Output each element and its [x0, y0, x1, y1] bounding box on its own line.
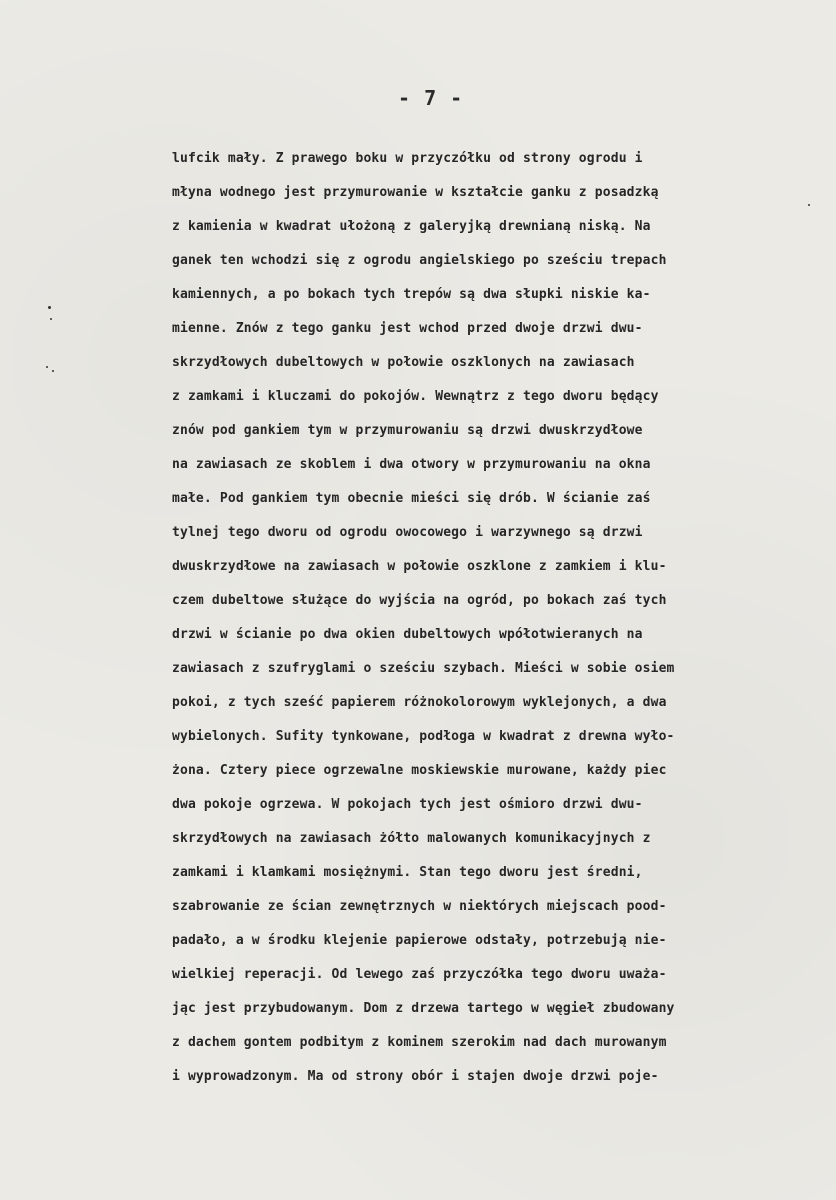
paper-speck	[52, 370, 54, 372]
text-line: ganek ten wchodzi się z ogrodu angielskiego po sześciu trepach	[172, 253, 667, 268]
page-number: - 7 -	[398, 86, 464, 110]
text-line: żona. Cztery piece ogrzewalne moskiewskie murowane, każdy piec	[172, 763, 667, 778]
document-body	[172, 142, 822, 1094]
text-line: zawiasach z szufryglami o sześciu szybach. Mieści w sobie osiem	[172, 661, 675, 676]
text-line: znów pod gankiem tym w przymurowaniu są drzwi dwuskrzydłowe	[172, 423, 643, 438]
text-line: jąc jest przybudowanym. Dom z drzewa tartego w węgieł zbudowany	[172, 1001, 675, 1016]
text-line: kamiennych, a po bokach tych trepów są dwa słupki niskie ka-	[172, 287, 651, 302]
text-line: wybielonych. Sufity tynkowane, podłoga w kwadrat z drewna wyło-	[172, 729, 675, 744]
text-line: drzwi w ścianie po dwa okien dubeltowych wpółotwieranych na	[172, 627, 643, 642]
text-line: skrzydłowych na zawiasach żółto malowanych komunikacyjnych z	[172, 831, 651, 846]
text-line: dwuskrzydłowe na zawiasach w połowie oszklone z zamkiem i klu-	[172, 559, 667, 574]
paper-speck	[48, 306, 51, 309]
paper-speck	[46, 366, 48, 368]
text-line: pokoi, z tych sześć papierem różnokolorowym wyklejonych, a dwa	[172, 695, 667, 710]
text-line: i wyprowadzonym. Ma od strony obór i stajen dwoje drzwi poje-	[172, 1069, 659, 1084]
text-line: czem dubeltowe służące do wyjścia na ogród, po bokach zaś tych	[172, 593, 667, 608]
text-line: z kamienia w kwadrat ułożoną z galeryjką drewnianą niską. Na	[172, 219, 651, 234]
text-line: zamkami i klamkami mosiężnymi. Stan tego dworu jest średni,	[172, 865, 643, 880]
paper-speck	[50, 318, 52, 320]
text-line: z zamkami i kluczami do pokojów. Wewnątrz z tego dworu będący	[172, 389, 659, 404]
text-line: małe. Pod gankiem tym obecnie mieści się drób. W ścianie zaś	[172, 491, 651, 506]
text-line: z dachem gontem podbitym z kominem szerokim nad dach murowanym	[172, 1035, 667, 1050]
text-line: padało, a w środku klejenie papierowe odstały, potrzebują nie-	[172, 933, 667, 948]
text-line: skrzydłowych dubeltowych w połowie oszklonych na zawiasach	[172, 355, 635, 370]
text-line: tylnej tego dworu od ogrodu owocowego i warzywnego są drzwi	[172, 525, 643, 540]
text-line: dwa pokoje ogrzewa. W pokojach tych jest ośmioro drzwi dwu-	[172, 797, 643, 812]
text-line: na zawiasach ze skoblem i dwa otwory w przymurowaniu na okna	[172, 457, 651, 472]
text-line: młyna wodnego jest przymurowanie w kształcie ganku z posadzką	[172, 185, 659, 200]
text-line: szabrowanie ze ścian zewnętrznych w niektórych miejscach pood-	[172, 899, 667, 914]
text-line: mienne. Znów z tego ganku jest wchod przed dwoje drzwi dwu-	[172, 321, 643, 336]
text-line: lufcik mały. Z prawego boku w przyczółku od strony ogrodu i	[172, 151, 643, 166]
paper-speck	[808, 204, 810, 206]
text-line: wielkiej reperacji. Od lewego zaś przyczółka tego dworu uważa-	[172, 967, 667, 982]
